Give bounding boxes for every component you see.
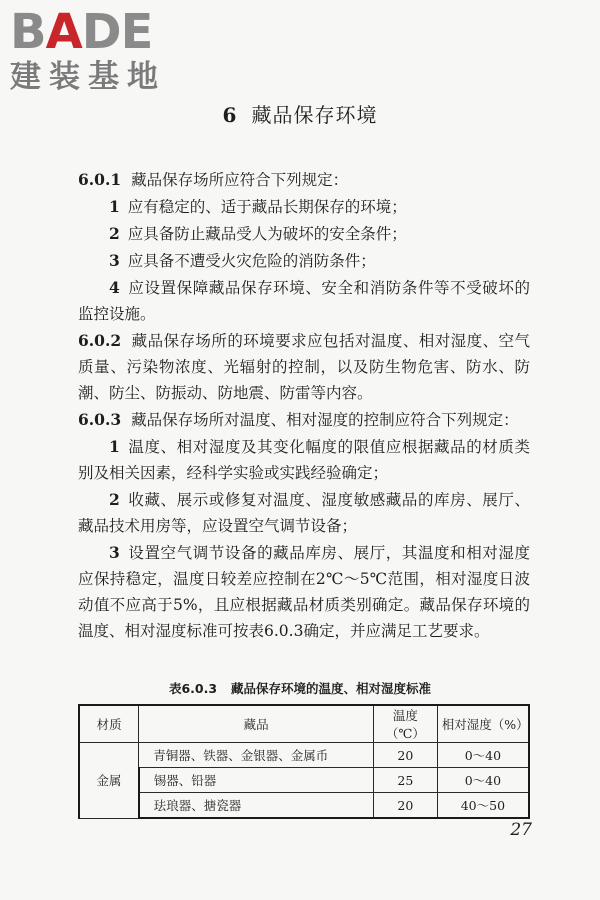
item-cell: 青铜器、铁器、金银器、金属币 — [139, 743, 374, 768]
clause-paragraph: 6.0.2 藏品保存场所的环境要求应包括对温度、相对湿度、空气质量、污染物浓度、光辐射的控制，以及防生物危害、防水、防潮、防尘、防振动、防地震、防雷等内容。 — [78, 331, 530, 402]
column-header: 相对湿度（%） — [437, 705, 529, 743]
list-item: 3 应具备不遭受火灾危险的消防条件； — [109, 251, 376, 270]
list-item: 1 应有稳定的、适于藏品长期保存的环境； — [109, 197, 407, 216]
clause-paragraph: 6.0.3 藏品保存场所对温度、相对湿度的控制应符合下列规定： — [78, 410, 519, 429]
column-header: 温度（℃） — [373, 705, 437, 743]
table-header-row — [79, 705, 529, 743]
item-number: 3 — [109, 251, 120, 270]
table-number: 表6.0.3 — [168, 681, 218, 696]
humidity-cell: 40～50 — [437, 793, 529, 819]
list-item: 3 设置空气调节设备的藏品库房、展厅，其温度和相对湿度应保持稳定，温度日较差应控制在2℃～5℃范围，相对湿度日波动值不应高于5%，且应根据藏品材质类别确定。藏品保存环境的温度、相对湿度标准可按表6.0.3确定，并应满足工艺要求。 — [78, 543, 530, 640]
logo-wordmark: BADE — [10, 4, 153, 60]
temperature-cell: 20 — [373, 793, 437, 819]
clause-number: 6.0.3 — [78, 410, 122, 429]
list-item: 1 温度、相对湿度及其变化幅度的限值应根据藏品的材质类别及相关因素，经科学实验或实践经验确定； — [78, 437, 530, 482]
list-item: 4 应设置保障藏品保存环境、安全和消防条件等不受破坏的监控设施。 — [78, 278, 530, 323]
table-row — [79, 793, 529, 819]
material-group-cell: 金属 — [79, 743, 139, 819]
table-caption — [0, 680, 600, 698]
standards-table — [78, 704, 530, 819]
logo-subtitle: 建装基地 — [10, 59, 166, 95]
chapter-title — [0, 101, 600, 129]
temperature-cell: 25 — [373, 768, 437, 793]
temperature-cell: 20 — [373, 743, 437, 768]
item-cell: 锡器、铅器 — [139, 768, 374, 793]
table-row — [79, 743, 529, 768]
list-item: 2 收藏、展示或修复对温度、湿度敏感藏品的库房、展厅、藏品技术用房等，应设置空气调节设备； — [78, 490, 530, 535]
column-header: 材质 — [79, 705, 139, 743]
chapter-number: 6 — [222, 103, 238, 127]
item-number: 2 — [109, 490, 120, 509]
list-item: 2 应具备防止藏品受人为破坏的安全条件； — [109, 224, 407, 243]
logo-wordmark-accent: A — [45, 4, 82, 60]
item-number: 4 — [109, 278, 120, 297]
table-row — [79, 768, 529, 793]
table-title: 藏品保存环境的温度、相对湿度标准 — [231, 681, 432, 696]
column-header: 藏品 — [139, 705, 374, 743]
clause-paragraph: 6.0.1 藏品保存场所应符合下列规定： — [78, 170, 349, 189]
page-number: 27 — [510, 820, 532, 840]
item-number: 1 — [109, 197, 120, 216]
item-number: 2 — [109, 224, 120, 243]
humidity-cell: 0～40 — [437, 743, 529, 768]
item-number: 3 — [109, 543, 120, 562]
bade-logo — [10, 6, 185, 106]
humidity-cell: 0～40 — [437, 768, 529, 793]
item-number: 1 — [109, 437, 120, 456]
chapter-heading: 藏品保存环境 — [251, 103, 378, 127]
clause-number: 6.0.1 — [78, 170, 122, 189]
body-text — [78, 167, 530, 645]
item-cell: 珐琅器、搪瓷器 — [139, 793, 374, 819]
clause-number: 6.0.2 — [78, 331, 122, 350]
